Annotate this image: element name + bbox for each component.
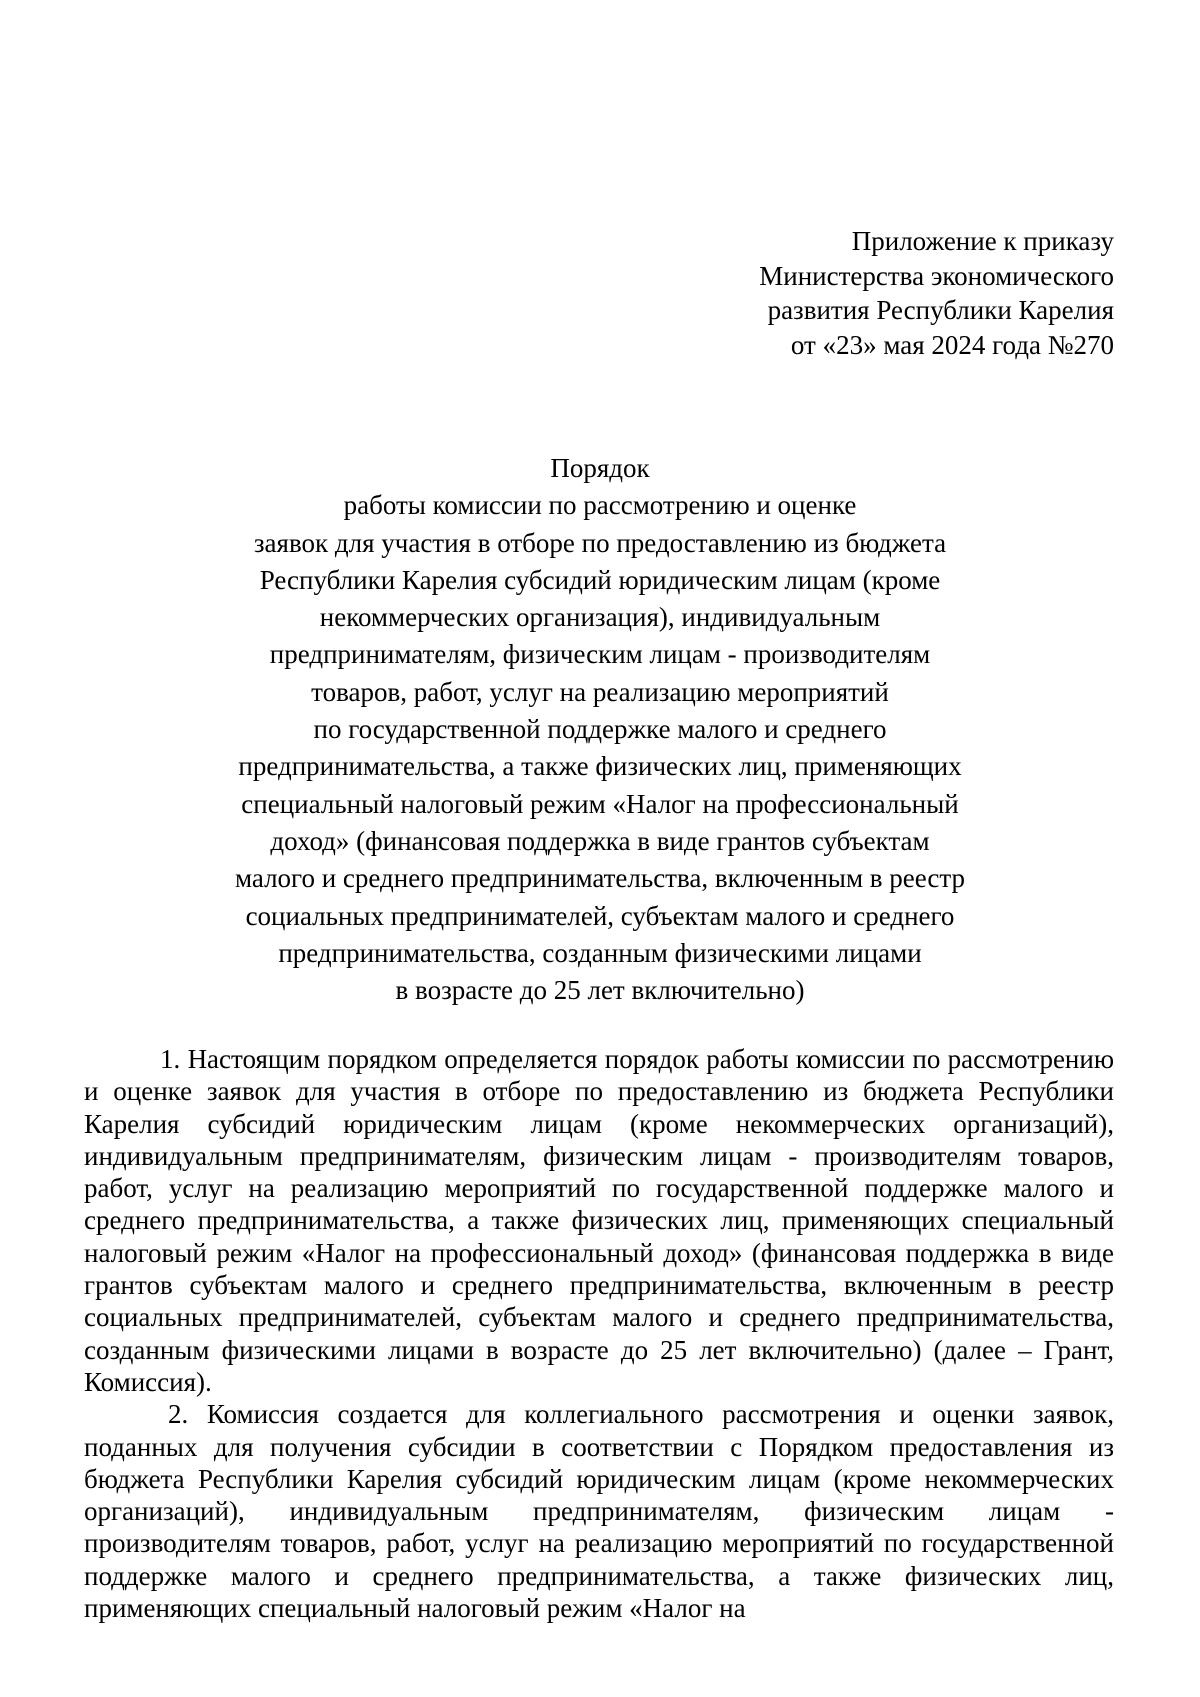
title-line: предпринимательства, а также физических лиц, применяющих (238, 751, 962, 782)
paragraph-2: 2. Комиссия создается для коллегиального рассмотрения и оценки заявок, поданных для получения субсидии в соответствии с Порядком предоставления из бюджета Республики Карелия субсидий юридическим лицам (кроме некоммерческих организаций), индивидуальным предпринимателям, физическим лицам - производителям товаров, работ, услуг на реализацию мероприятий по государственной поддержке малого и среднего предпринимательства, а также физических лиц, применяющих специальный налоговый режим «Налог на (84, 1399, 1114, 1624)
title-line: малого и среднего предпринимательства, включенным в реестр (234, 863, 966, 894)
title-line: некоммерческих организация), индивидуальным (319, 602, 881, 633)
title-line: предпринимателям, физическим лицам - производителям (269, 639, 931, 670)
document-body (84, 1043, 1114, 1624)
document-title (150, 450, 1050, 1009)
appendix-header (759, 224, 1114, 362)
title-heading: Порядок (550, 453, 650, 483)
title-line: доход» (финансовая поддержка в виде грантов субъектам (270, 825, 930, 856)
paragraph-1: 1. Настоящим порядком определяется порядок работы комиссии по рассмотрению и оценке заявок для участия в отборе по предоставлению из бюджета Республики Карелия субсидий юридическим лицам (кроме некоммерческих организаций), индивидуальным предпринимателям, физическим лицам - производителям товаров, работ, услуг на реализацию мероприятий по государственной поддержке малого и среднего предпринимательства, а также физических лиц, применяющих специальный налоговый режим «Налог на профессиональный доход» (финансовая поддержка в виде грантов субъектам малого и среднего предпринимательства, включенным в реестр социальных предпринимателей, субъектам малого и среднего предпринимательства, созданным физическими лицами в возрасте до 25 лет включительно) (далее – Грант, Комиссия). (84, 1044, 1114, 1397)
appendix-line: Приложение к приказу (851, 226, 1114, 256)
appendix-line: развития Республики Карелия (767, 295, 1114, 325)
appendix-line: Министерства экономического (759, 260, 1114, 291)
title-line: заявок для участия в отборе по предоставлению из бюджета (253, 527, 947, 558)
appendix-date-line: от «23» мая 2024 года №270 (790, 329, 1114, 360)
title-line: работы комиссии по рассмотрению и оценке (343, 490, 857, 521)
title-line: в возрасте до 25 лет включительно) (395, 975, 805, 1006)
title-line: социальных предпринимателей, субъектам малого и среднего (245, 900, 955, 931)
title-line: специальный налоговый режим «Налог на профессиональный (241, 788, 959, 819)
title-line: товаров, работ, услуг на реализацию мероприятий (311, 676, 889, 707)
title-line: предпринимательства, созданным физическими лицами (278, 937, 922, 968)
title-line: по государственной поддержке малого и среднего (313, 714, 887, 745)
title-line: Республики Карелия субсидий юридическим лицам (кроме (259, 564, 941, 595)
